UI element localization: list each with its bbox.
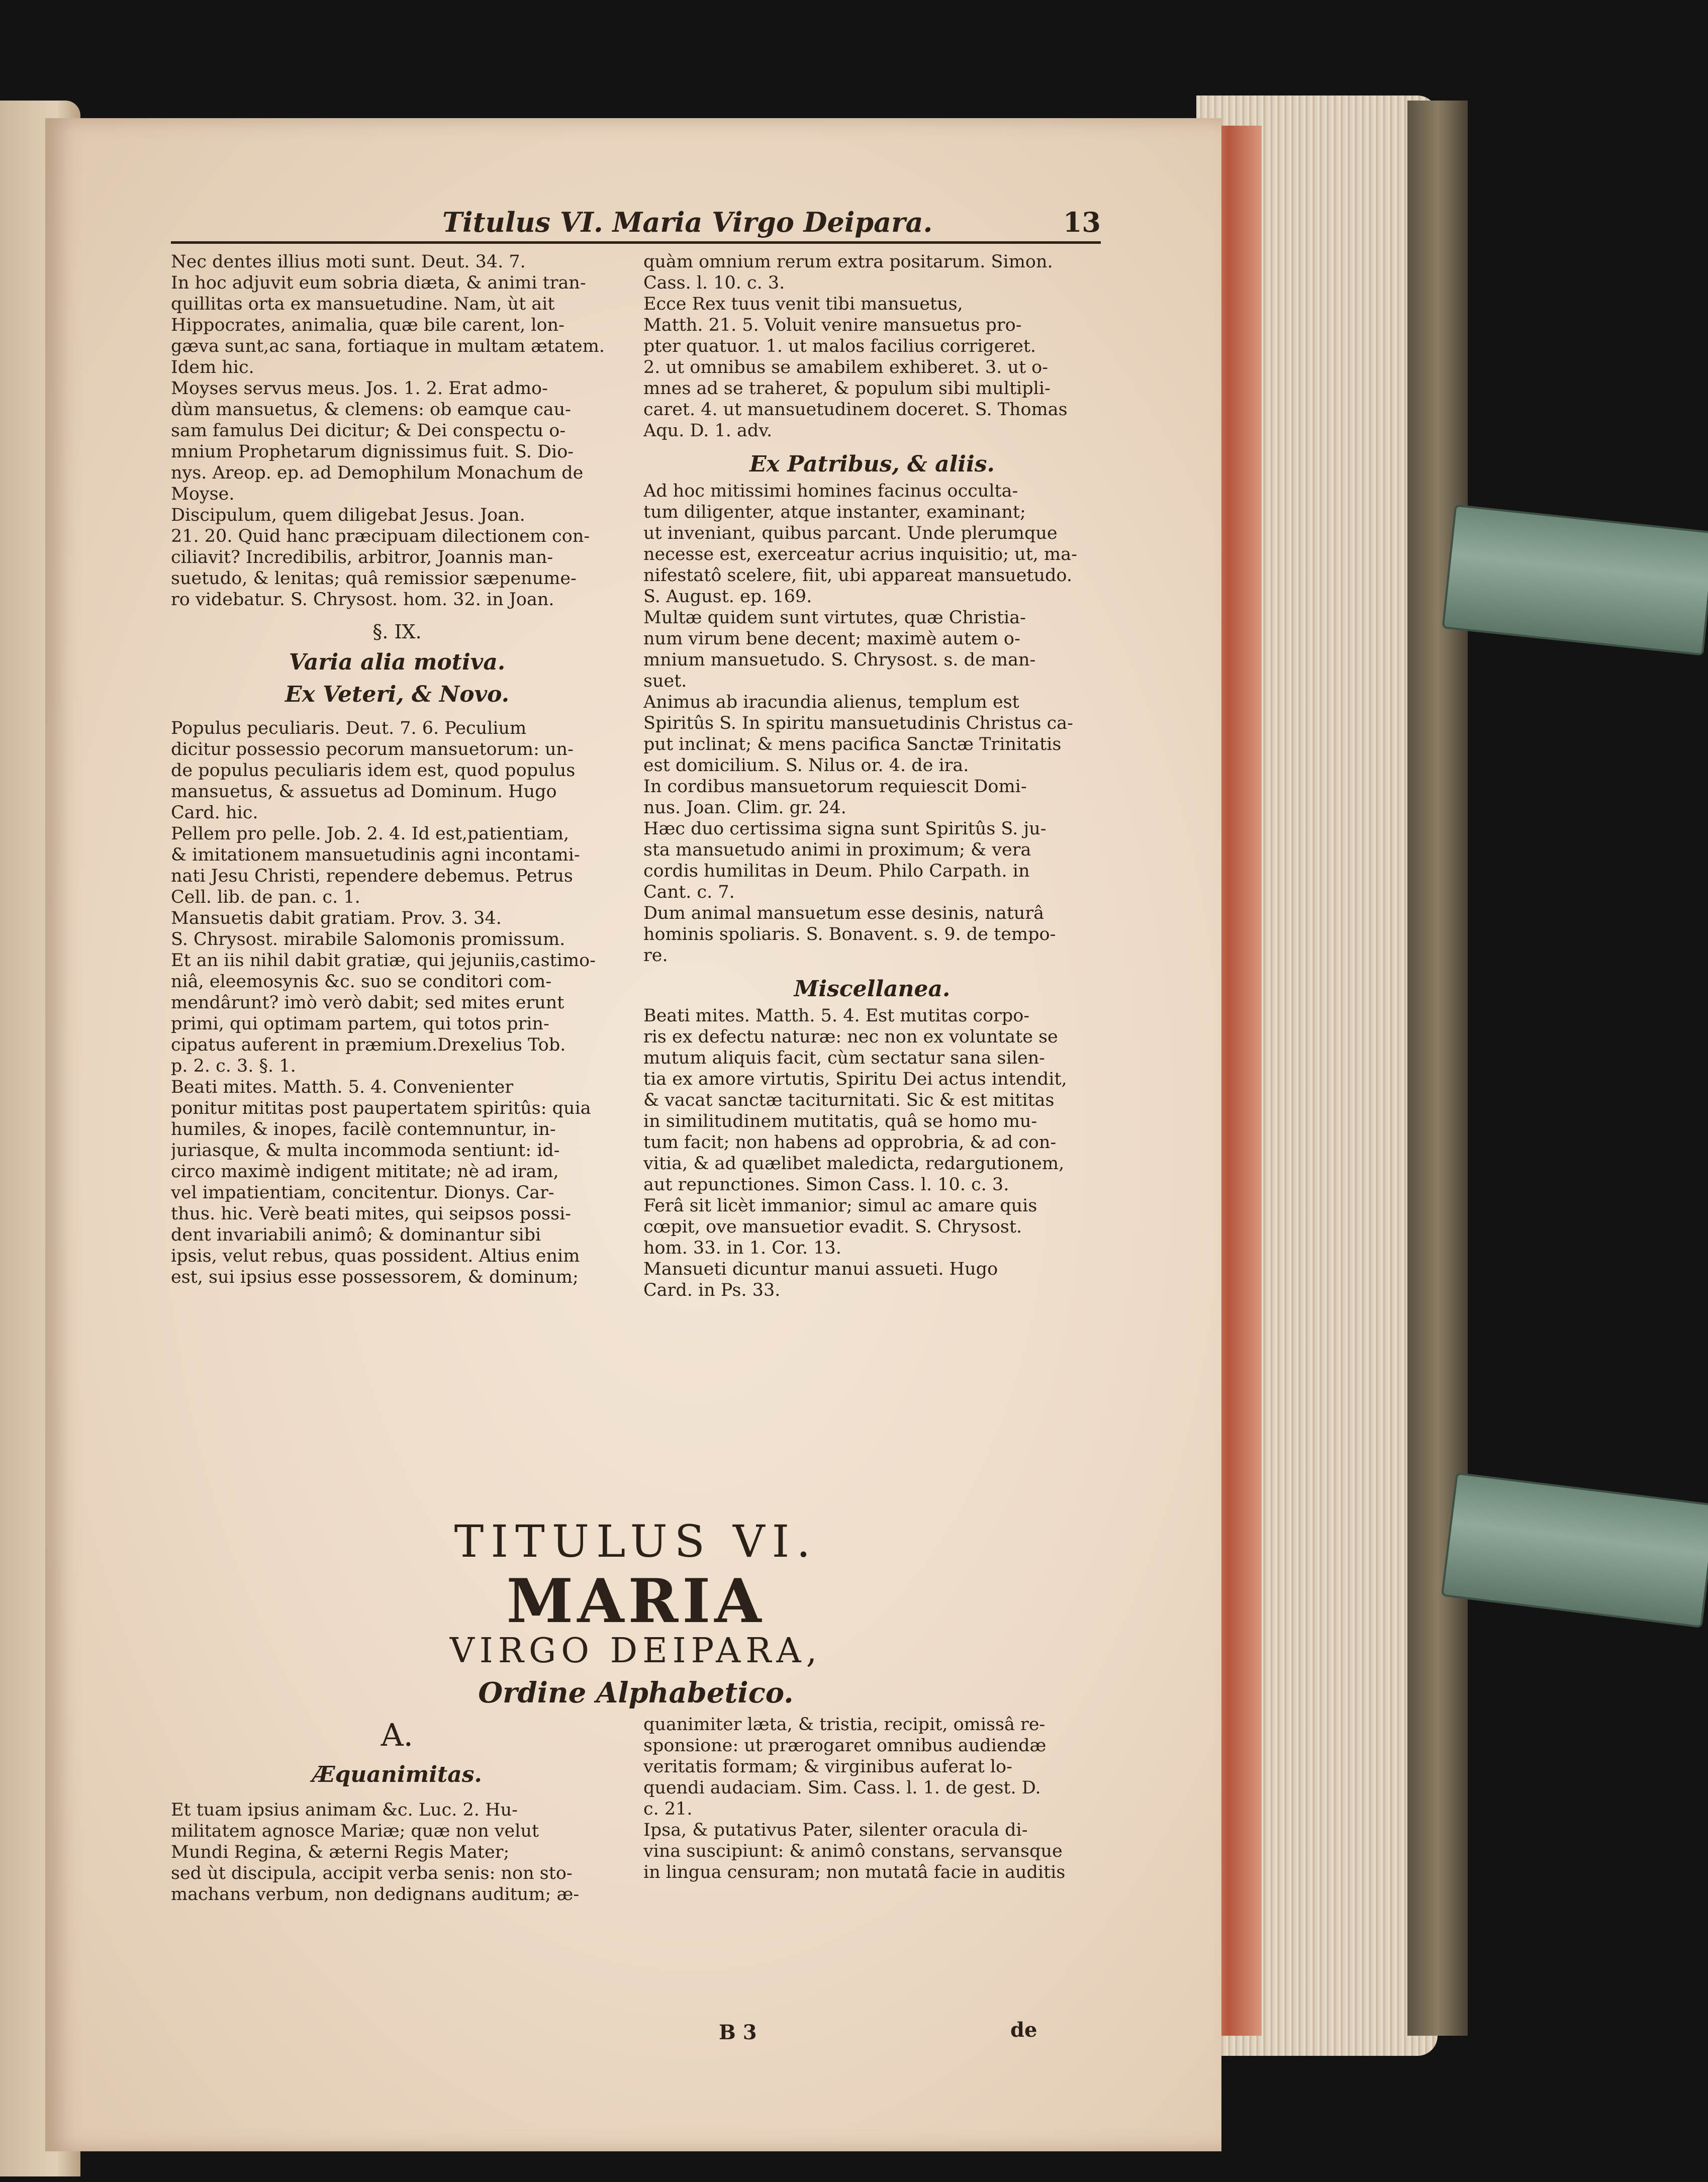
text-line: Populus peculiaris. Deut. 7. 6. Peculium — [171, 718, 527, 738]
text-line: ipsis, velut rebus, quas possident. Altius enim — [171, 1246, 580, 1266]
text-line: militatem agnosce Mariæ; quæ non velut — [171, 1821, 539, 1841]
text-line: cordis humilitas in Deum. Philo Carpath. in — [643, 861, 1030, 881]
text-line: Mansueti dicuntur manui assueti. Hugo — [643, 1259, 998, 1279]
text-line: Moyses servus meus. Jos. 1. 2. Erat admo- — [171, 378, 548, 399]
text-line: Cass. l. 10. c. 3. — [643, 273, 785, 293]
text-line: 2. ut omnibus se amabilem exhiberet. 3. ut o- — [643, 357, 1049, 377]
text-line: dicitur possessio pecorum mansuetorum: un- — [171, 739, 574, 760]
text-line: S. August. ep. 169. — [643, 587, 812, 607]
text-line: num virum bene decent; maximè autem o- — [643, 629, 1020, 649]
text-line: mnium Prophetarum dignissimus fuit. S. Dio- — [171, 442, 574, 462]
text-line: sam famulus Dei dicitur; & Dei conspectu o- — [171, 421, 566, 441]
text-line: nati Jesu Christi, rependere debemus. Petrus — [171, 866, 573, 886]
text-line: dent invariabili animô; & dominantur sibi — [171, 1225, 541, 1245]
text-line: est, sui ipsius esse possessorem, & dominum; — [171, 1267, 579, 1287]
running-header — [171, 206, 1101, 244]
text-line: pter quatuor. 1. ut malos facilius corrigeret. — [643, 336, 1036, 356]
text-line: in lingua censuram; non mutatâ facie in auditis — [643, 1862, 1066, 1882]
text-line: sponsione: ut prærogaret omnibus audiendæ — [643, 1736, 1047, 1756]
signature-mark: B 3 — [719, 2021, 757, 2044]
text-line: Beati mites. Matth. 5. 4. Convenienter — [171, 1077, 514, 1097]
text-line: re. — [643, 945, 668, 966]
text-line: caret. 4. ut mansuetudinem doceret. S. Thomas — [643, 400, 1068, 420]
text-line: c. 21. — [643, 1799, 693, 1819]
text-line: Mansuetis dabit gratiam. Prov. 3. 34. — [171, 908, 502, 928]
text-line: Ad hoc mitissimi homines facinus occulta- — [643, 481, 1018, 501]
text-line: Nec dentes illius moti sunt. Deut. 34. 7. — [171, 252, 526, 272]
titulus-heading: TITULUS VI. — [454, 1515, 818, 1567]
text-line: Card. in Ps. 33. — [643, 1280, 781, 1300]
text-line: Dum animal mansuetum esse desinis, naturâ — [643, 903, 1044, 923]
page-number: 13 — [1063, 206, 1101, 238]
text-line: Hippocrates, animalia, quæ bile carent, lon- — [171, 315, 564, 335]
text-line: cipatus auferent in præmium.Drexelius Tob. — [171, 1035, 566, 1055]
text-line: nifestatô scelere, fiit, ubi appareat mansuetudo. — [643, 565, 1073, 586]
text-line: niâ, eleemosynis &c. suo se conditori com- — [171, 972, 552, 992]
book-cover-edge — [1407, 101, 1468, 2036]
text-line: hom. 33. in 1. Cor. 13. — [643, 1238, 841, 1258]
text-line: Ferâ sit licèt immanior; simul ac amare quis — [643, 1196, 1037, 1216]
text-line: Aqu. D. 1. adv. — [643, 421, 773, 441]
text-line: Cell. lib. de pan. c. 1. — [171, 887, 360, 907]
text-line: quendi audaciam. Sim. Cass. l. 1. de gest. D. — [643, 1778, 1041, 1798]
text-line: Cant. c. 7. — [643, 882, 735, 902]
text-line: quàm omnium rerum extra positarum. Simon. — [643, 252, 1053, 272]
text-line: de populus peculiaris idem est, quod populus — [171, 761, 576, 781]
bottom-left-column — [171, 1799, 623, 2011]
metal-clasp-bottom — [1441, 1472, 1708, 1628]
text-line: Mundi Regina, & æterni Regis Mater; — [171, 1842, 510, 1862]
text-line: Discipulum, quem diligebat Jesus. Joan. — [171, 505, 525, 525]
text-line: Idem hic. — [171, 357, 254, 377]
text-line: mnium mansuetudo. S. Chrysost. s. de man- — [643, 650, 1036, 670]
text-line: p. 2. c. 3. §. 1. — [171, 1056, 296, 1076]
right-subhead-miscellanea: Miscellanea. — [794, 976, 951, 1002]
text-line: Et tuam ipsius animam &c. Luc. 2. Hu- — [171, 1800, 518, 1820]
text-line: sta mansuetudo animi in proximum; & vera — [643, 840, 1031, 860]
text-line: machans verbum, non dedignans auditum; æ- — [171, 1884, 580, 1905]
text-line: mansuetus, & assuetus ad Dominum. Hugo — [171, 782, 557, 802]
text-line: tum diligenter, atque instanter, examinant; — [643, 502, 1026, 522]
section-subtitle: Ex Veteri, & Novo. — [284, 682, 510, 707]
bottom-right-column — [643, 1714, 1101, 2016]
text-line: vitia, & ad quælibet maledicta, redargutionem, — [643, 1154, 1065, 1174]
text-line: mendârunt? imò verò dabit; sed mites erunt — [171, 993, 564, 1013]
text-line: nus. Joan. Clim. gr. 24. — [643, 798, 846, 818]
text-line: Ipsa, & putativus Pater, silenter oracula di- — [643, 1820, 1028, 1840]
text-line: vina suscipiunt: & animô constans, servansque — [643, 1841, 1063, 1861]
text-line: in similitudinem mutitatis, quâ se homo mu- — [643, 1111, 1037, 1131]
text-line: tum facit; non habens ad opprobria, & ad con- — [643, 1132, 1057, 1153]
text-line: & vacat sanctæ taciturnitati. Sic & est mititas — [643, 1090, 1055, 1110]
text-line: ut inveniant, quibus parcant. Unde plerumque — [643, 523, 1058, 543]
text-line: In cordibus mansuetorum requiescit Domi- — [643, 777, 1027, 797]
text-line: sed ùt discipula, accipit verba senis: non sto- — [171, 1863, 573, 1883]
text-line: Matth. 21. 5. Voluit venire mansuetus pro- — [643, 315, 1022, 335]
text-line: suetudo, & lenitas; quâ remissior sæpenume- — [171, 568, 577, 589]
text-line: ciliavit? Incredibilis, arbitror, Joannis man- — [171, 547, 553, 567]
text-line: Hæc duo certissima signa sunt Spiritûs S. ju- — [643, 819, 1047, 839]
text-line: suet. — [643, 671, 687, 691]
section-mark: §. IX. — [372, 621, 422, 643]
text-line: quanimiter læta, & tristia, recipit, omissâ re- — [643, 1715, 1046, 1735]
maria-heading: MARIA — [506, 1566, 766, 1637]
text-line: Moyse. — [171, 484, 235, 504]
virgo-deipara-heading: VIRGO DEIPARA, — [449, 1631, 822, 1671]
right-column — [643, 251, 1101, 1614]
text-line: ris ex defectu naturæ: nec non ex voluntate se — [643, 1027, 1058, 1047]
text-line: 21. 20. Quid hanc præcipuam dilectionem con- — [171, 526, 590, 546]
text-line: circo maximè indigent mititate; nè ad iram, — [171, 1162, 559, 1182]
text-line: mutum aliquis facit, cùm sectatur sana silen- — [643, 1048, 1045, 1068]
section-title: Varia alia motiva. — [289, 649, 506, 675]
text-line: Et an iis nihil dabit gratiæ, qui jejuniis,castimo- — [171, 951, 596, 971]
text-line: put inclinat; & mens pacifica Sanctæ Trinitatis — [643, 734, 1062, 754]
text-line: est domicilium. S. Nilus or. 4. de ira. — [643, 755, 969, 776]
text-line: Spiritûs S. In spiritu mansuetudinis Christus ca- — [643, 713, 1073, 733]
text-line: & imitationem mansuetudinis agni incontami- — [171, 845, 580, 865]
book-page — [45, 118, 1221, 2151]
text-line: ponitur mititas post paupertatem spiritûs: quia — [171, 1098, 591, 1118]
text-line: In hoc adjuvit eum sobria diæta, & animi tran- — [171, 273, 586, 293]
text-line: aut repunctiones. Simon Cass. l. 10. c. 3. — [643, 1175, 1009, 1195]
text-line: gæva sunt,ac sana, fortiaque in multam ætatem. — [171, 336, 605, 356]
letter-heading: A. — [381, 1717, 414, 1753]
text-line: veritatis formam; & virginibus auferat lo- — [643, 1757, 1012, 1777]
ordine-alphabetico-heading: Ordine Alphabetico. — [478, 1676, 794, 1710]
entry-heading: Æquanimitas. — [312, 1762, 482, 1787]
text-line: necesse est, exerceatur acrius inquisitio; ut, ma- — [643, 544, 1077, 564]
right-subhead: Ex Patribus, & aliis. — [749, 451, 995, 477]
text-line: ro videbatur. S. Chrysost. hom. 32. in Joan. — [171, 590, 554, 610]
metal-clasp-top — [1442, 504, 1708, 655]
text-line: Beati mites. Matth. 5. 4. Est mutitas corpo- — [643, 1006, 1030, 1026]
text-line: cœpit, ove mansuetior evadit. S. Chrysost. — [643, 1217, 1022, 1237]
text-line: vel impatientiam, concitentur. Dionys. Car- — [171, 1183, 554, 1203]
text-line: Ecce Rex tuus venit tibi mansuetus, — [643, 294, 963, 314]
text-line: hominis spoliaris. S. Bonavent. s. 9. de tempo- — [643, 924, 1056, 944]
text-line: tia ex amore virtutis, Spiritu Dei actus intendit, — [643, 1069, 1067, 1089]
text-line: Multæ quidem sunt virtutes, quæ Christia- — [643, 608, 1026, 628]
text-line: thus. hic. Verè beati mites, qui seipsos possi- — [171, 1204, 572, 1224]
text-line: dùm mansuetus, & clemens: ob eamque cau- — [171, 400, 571, 420]
running-head-title: Titulus VI. Maria Virgo Deipara. — [442, 206, 933, 238]
text-line: quillitas orta ex mansuetudine. Nam, ùt ait — [171, 294, 555, 314]
text-line: primi, qui optimam partem, qui totos prin- — [171, 1014, 549, 1034]
catchword: de — [1010, 2018, 1037, 2042]
text-line: Card. hic. — [171, 803, 258, 823]
text-line: S. Chrysost. mirabile Salomonis promissum. — [171, 929, 565, 950]
text-line: humiles, & inopes, facilè contemnuntur, in- — [171, 1119, 556, 1140]
text-line: mnes ad se traheret, & populum sibi multipli- — [643, 378, 1051, 399]
text-line: juriasque, & multa incommoda sentiunt: id- — [171, 1141, 560, 1161]
text-line: Pellem pro pelle. Job. 2. 4. Id est,patientiam, — [171, 824, 570, 844]
text-line: Animus ab iracundia alienus, templum est — [643, 692, 1019, 712]
left-column — [171, 251, 623, 1614]
text-line: nys. Areop. ep. ad Demophilum Monachum de — [171, 463, 584, 483]
